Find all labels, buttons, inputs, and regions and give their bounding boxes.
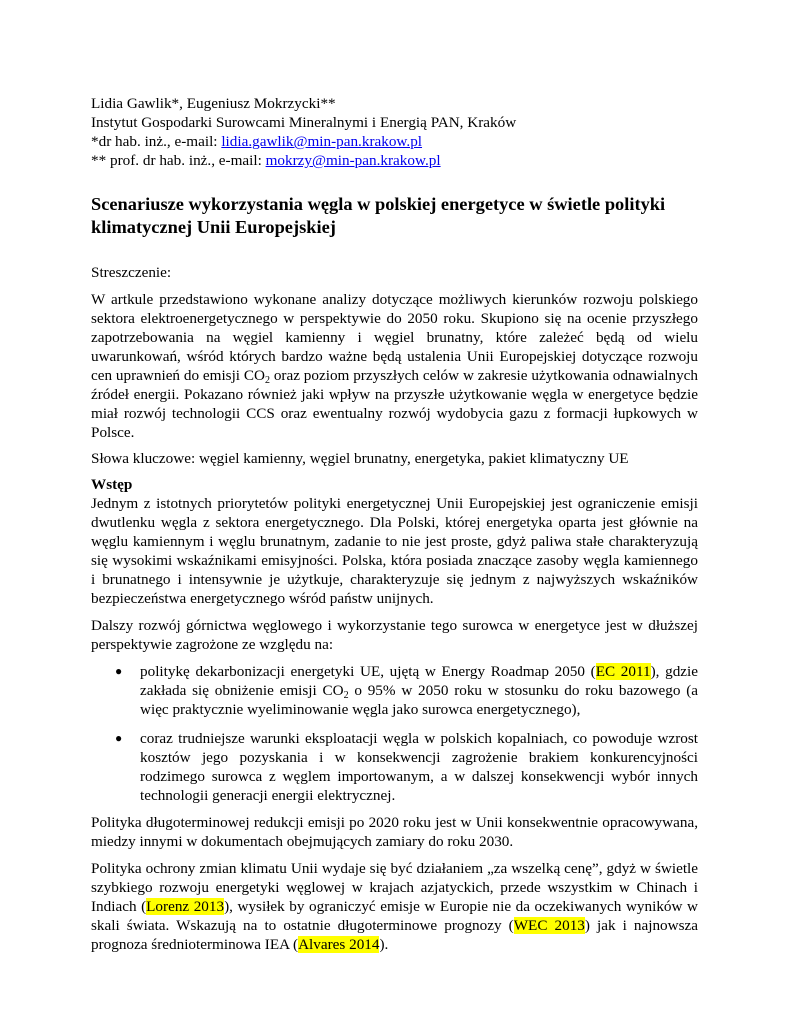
author-2-contact — [91, 151, 698, 170]
bullet-1-text-part-2: ), gdzie zakłada się obniżenie emisji CO — [140, 663, 699, 699]
abstract-co2-subscript: 2 — [264, 375, 270, 386]
bullet-1-text-part-3: o 95% w 2050 roku w stosunku do roku bazowego (a więc praktycznie wyeliminowanie węgla jako surowca energetycznego), — [140, 682, 699, 718]
intro-paragraph-1: Jednym z istotnych priorytetów polityki energetycznej Unii Europejskiej jest ograniczenie emisji dwutlenku węgla z sektora energetycznego. Dla Polski, której energetyka oparta jest głównie na węglu kamiennym i węglu brunatnym, zadanie to nie jest proste, gdyż paliwa stałe charakteryzują się wysokimi wskaźnikami emisyjności. Polska, która posiada znaczące zasoby węgla kamiennego i brunatnego i intensywnie je użytkuje, charakteryzuje się jednym z najwyższych wskaźników bezpieczeństwa energetycznego wśród państw unijnych. — [91, 495, 698, 607]
author-2-email-link[interactable]: mokrzy@min-pan.krakow.pl — [265, 152, 441, 169]
author-1-degree: *dr hab. inż., e-mail: — [91, 133, 222, 150]
document-title: Scenariusze wykorzystania węgla w polskiej energetyce w świetle polityki klimatycznej Unii Europejskiej — [91, 194, 666, 237]
intro-paragraph-2: Dalszy rozwój górnictwa węglowego i wykorzystanie tego surowca w energetyce jest w dłuższej perspektywie zagrożone ze względu na: — [91, 617, 698, 653]
citation-ec-2011[interactable]: EC 2011 — [595, 663, 651, 680]
paragraph-4-part-4: ). — [379, 936, 389, 953]
paragraph-4-part-1: Polityka ochrony zmian klimatu Unii wydaje się być działaniem „za wszelką cenę”, gdyż w świetle szybkiego rozwoju energetyki węglowej w krajach azjatyckich, przede wszystkim w Chinach i Indiach ( — [91, 860, 698, 915]
paragraph-4-part-3: ) jak i najnowsza prognoza średnioterminowa IEA ( — [91, 917, 698, 953]
author-affiliation: Instytut Gospodarki Surowcami Mineralnymi i Energią PAN, Kraków — [91, 114, 517, 131]
section-heading-intro: Wstęp — [91, 476, 133, 493]
citation-lorenz-2013[interactable]: Lorenz 2013 — [146, 898, 225, 915]
abstract-text-part-1: W artkule przedstawiono wykonane analizy dotyczące możliwych kierunków rozwoju polskiego sektora elektroenergetycznego w perspektywie do 2050 roku. Skupiono się na ocenie przyszłego zapotrzebowania na węgiel kamienny i węgiel brunatny, które zależeć będą od wielu uwarunkowań, wśród których bardzo ważne będą ustalenia Unii Europejskiej dotyczące rozwoju cen uprawnień do emisji CO — [91, 291, 698, 384]
intro-paragraph-4 — [91, 859, 698, 954]
list-item — [91, 662, 698, 719]
intro-paragraph-3: Polityka długoterminowej redukcji emisji po 2020 roku jest w Unii konsekwentnie opracowywana, miedzy innymi w dokumentach obejmujących zamiary do roku 2030. — [91, 814, 698, 850]
abstract-label: Streszczenie: — [91, 264, 172, 281]
author-names: Lidia Gawlik*, Eugeniusz Mokrzycki** — [91, 95, 336, 112]
bullet-list — [91, 662, 698, 805]
bullet-icon: ● — [115, 731, 123, 745]
abstract-text-part-2: oraz poziom przyszłych celów w zakresie użytkowania odnawialnych źródeł energii. Pokazano również jaki wpływ na przyszłe użytkowanie węgla w energetyce będzie miał rozwój technologii CCS oraz ewentualny rozwój wydobycia gazu z formacji łupkowych w Polsce. — [91, 367, 698, 441]
author-2-degree: ** prof. dr hab. inż., e-mail: — [91, 152, 266, 169]
abstract-text — [91, 290, 698, 442]
author-1-email-link[interactable]: lidia.gawlik@min-pan.krakow.pl — [221, 133, 423, 150]
bullet-icon: ● — [115, 664, 123, 678]
bullet-1-text-part-1: politykę dekarbonizacji energetyki UE, ujętą w Energy Roadmap 2050 ( — [140, 663, 596, 680]
citation-alvares-2014[interactable]: Alvares 2014 — [298, 936, 380, 953]
paragraph-4-part-2: ), wysiłek by ograniczyć emisje w Europie nie da oczekiwanych wyników w skali świata. Wskazują na to ostatnie długoterminowe prognozy ( — [91, 898, 698, 934]
author-1-contact — [91, 132, 698, 151]
citation-wec-2013[interactable]: WEC 2013 — [513, 917, 585, 934]
keywords: Słowa kluczowe: węgiel kamienny, węgiel brunatny, energetyka, pakiet klimatyczny UE — [91, 450, 629, 467]
bullet-1-co2-subscript: 2 — [343, 690, 349, 701]
list-item — [91, 729, 698, 805]
author-block — [91, 94, 698, 170]
bullet-2-text: coraz trudniejsze warunki eksploatacji węgla w polskich kopalniach, co powoduje wzrost kosztów jego pozyskania i w konsekwencji zagrożenie brakiem konkurencyjności rodzimego surowca z węglem importowanym, a w dalszej konsekwencji wybór innych technologii generacji energii elektrycznej. — [140, 730, 698, 804]
